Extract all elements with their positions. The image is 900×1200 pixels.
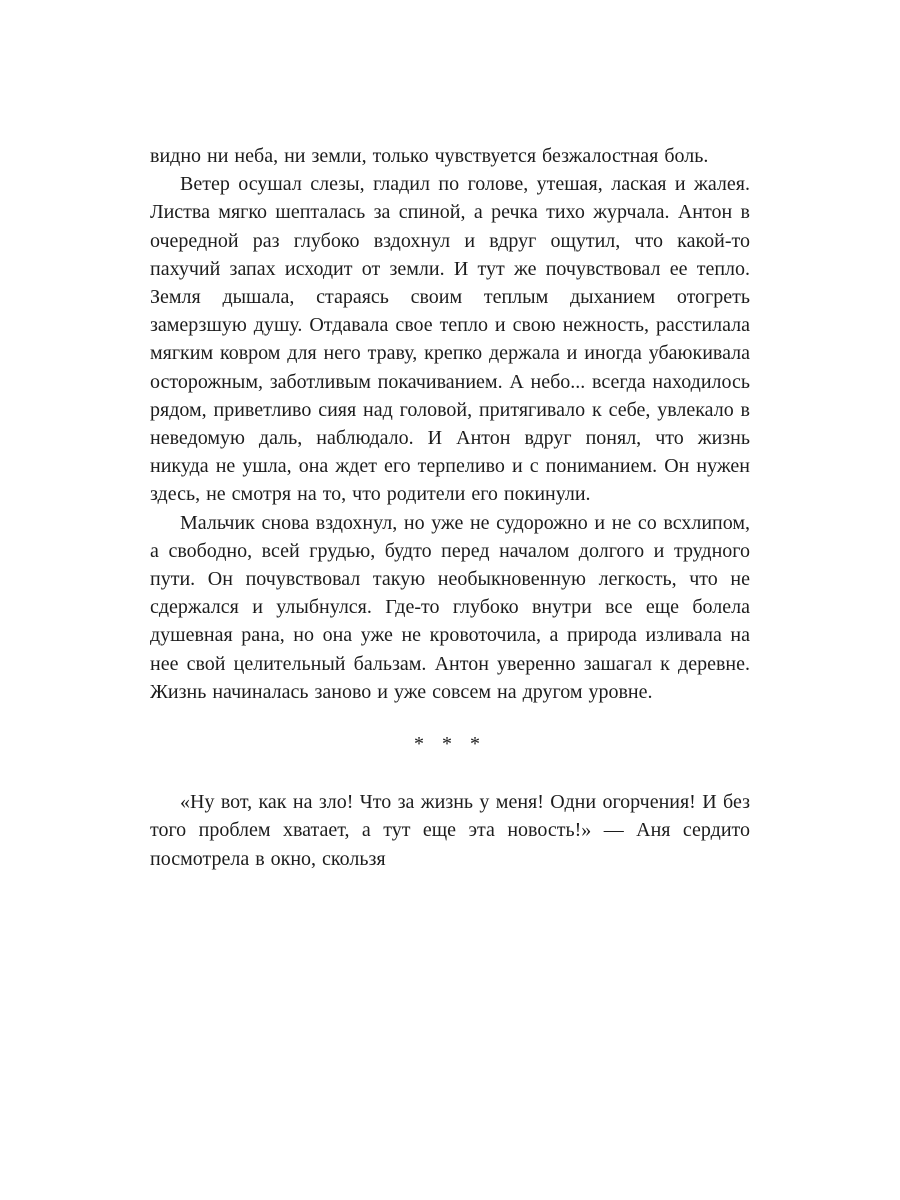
paragraph-continuation: видно ни неба, ни земли, только чувствуется безжалостная боль. (150, 145, 709, 167)
section-separator: * * * (414, 733, 486, 756)
book-page (150, 142, 750, 873)
paragraph: Мальчик снова вздохнул, но уже не судорожно и не со всхлипом, а свободно, всей грудью, будто перед началом долгого и трудного пути. Он почувствовал такую необыкновенную легкость, что не сдержался и улыбнулся. Где-то глубоко внутри все еще болела душевная рана, но она уже не кровоточила, а природа изливала на нее свой целительный бальзам. Антон уверенно зашагал к деревне. Жизнь начиналась заново и уже совсем на другом уровне. (150, 511, 750, 703)
paragraph: Ветер осушал слезы, гладил по голове, утешая, лаская и жалея. Листва мягко шепталась за спиной, а речка тихо журчала. Антон в очередной раз глубоко вздохнул и вдруг ощутил, что какой-то пахучий запах исходит от земли. И тут же почувствовал ее тепло. Земля дышала, стараясь своим теплым дыханием отогреть замерзшую душу. Отдавала свое тепло и свою нежность, расстилала мягким ковром для него траву, крепко держала и иногда убаюкивала осторожным, заботливым покачиванием. А небо... всегда находилось рядом, приветливо сияя над головой, притягивало к себе, увлекало в неведомую даль, наблюдало. И Антон вдруг понял, что жизнь никуда не ушла, она ждет его терпеливо и с пониманием. Он нужен здесь, не смотря на то, что родители его покинули. (150, 173, 750, 506)
paragraph: «Ну вот, как на зло! Что за жизнь у меня! Одни огорчения! И без того проблем хватает, а тут еще эта новость!» — Аня сердито посмотрела в окно, скользя (150, 791, 750, 870)
